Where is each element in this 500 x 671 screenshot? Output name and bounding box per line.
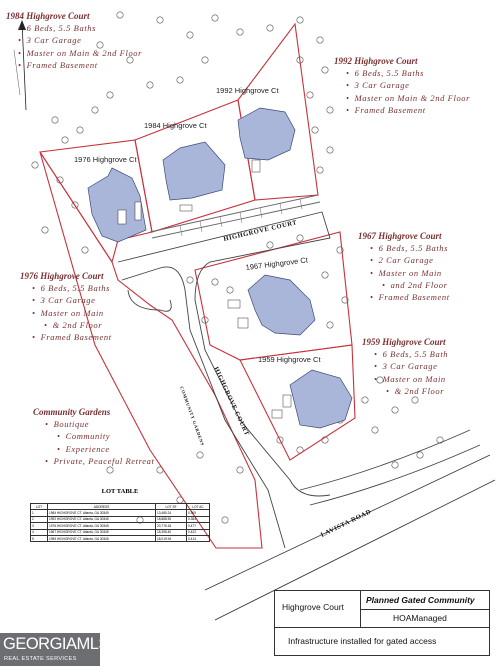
note-1959-item: • 3 Car Garage [374, 360, 498, 372]
note-gardens-item: • Experience [45, 443, 193, 455]
legend-community-name: Highgrove Court [282, 602, 344, 612]
legend-infrastructure: Infrastructure installed for gated access [288, 636, 437, 646]
note-1959-item: • 6 Beds, 5.5 Bath [374, 348, 498, 360]
note-1992-item: • Framed Basement [346, 104, 498, 116]
note-gardens-item: • Boutique [45, 418, 193, 430]
tree-icon [32, 162, 38, 168]
note-1967-item: • Master on Main [370, 267, 498, 279]
tree-icon [412, 397, 418, 403]
lot-table [30, 488, 210, 542]
legend-box [274, 590, 490, 656]
tree-icon [362, 397, 368, 403]
lot-1984-label: 1984 Highgrove Ct [144, 121, 207, 130]
tree-icon [327, 107, 333, 113]
tree-icon [322, 272, 328, 278]
tree-icon [297, 235, 303, 241]
lot-cell: 3 [31, 523, 48, 529]
note-1976 [20, 270, 140, 343]
lot-1967-label: 1967 Highgrove Ct [245, 255, 309, 272]
lot-ac-cell: 0.309 [187, 510, 210, 516]
note-gardens-item: • Community [45, 430, 193, 442]
note-1967 [358, 230, 498, 303]
logo-brand: GEORGIAMLS [3, 635, 109, 653]
legend-community-type: Planned Gated Community [366, 595, 475, 605]
tree-icon [107, 92, 113, 98]
lot-cell: 1 [31, 510, 48, 516]
logo-tagline: REAL ESTATE SERVICES [4, 656, 77, 662]
note-1992-item: • 6 Beds, 5.5 Baths [346, 67, 498, 79]
legend-divider [360, 609, 489, 610]
tree-icon [392, 407, 398, 413]
lot-cell: 2 [31, 516, 48, 522]
table-row [31, 535, 210, 541]
lot-sf-cell: 18,019.94 [156, 535, 187, 541]
note-1984 [6, 10, 206, 71]
address-cell: 1967 HIGHGROVE CT. Atlanta, GA 30345 [48, 529, 156, 535]
address-cell: 1984 HIGHGROVE CT. Atlanta, GA 30345 [48, 510, 156, 516]
note-1976-item: • Master on Main [32, 307, 140, 319]
lot-ac-cell: 0.414 [187, 535, 210, 541]
note-gardens-item: • Private, Peaceful Retreat [45, 455, 193, 467]
tree-icon [147, 82, 153, 88]
lot-1959-label: 1959 Highgrove Ct [258, 355, 321, 364]
community-gardens-path-label: COMMUNITY GARDENS [179, 385, 206, 447]
lot-1992-label: 1992 Highgrove Ct [216, 86, 279, 95]
tree-icon [107, 467, 113, 473]
address-cell: 1959 HIGHGROVE CT. Atlanta, GA 30345 [48, 535, 156, 541]
note-1976-title: 1976 Highgrove Court [20, 271, 104, 281]
tree-icon [322, 67, 328, 73]
note-1984-item: • Framed Basement [18, 59, 206, 71]
note-1976-item: • & 2nd Floor [32, 319, 140, 331]
tree-icon [327, 322, 333, 328]
note-1976-item: • 6 Beds, 5.5 Baths [32, 282, 140, 294]
note-1984-title: 1984 Highgrove Court [6, 11, 90, 21]
tree-icon [187, 277, 193, 283]
tree-icon [227, 287, 233, 293]
tree-icon [267, 242, 273, 248]
address-cell: 1976 HIGHGROVE CT. Atlanta, GA 30345 [48, 523, 156, 529]
note-1992-item: • Master on Main & 2nd Floor [346, 92, 498, 104]
tree-icon [52, 117, 58, 123]
note-1959-title: 1959 Highgrove Court [362, 337, 446, 347]
lot-sf-cell: 20,776.18 [156, 523, 187, 529]
note-1967-item: • 6 Beds, 5.5 Baths [370, 242, 498, 254]
georgia-mls-logo [0, 633, 109, 666]
tree-icon [312, 127, 318, 133]
lot-ac-cell: 0.477 [187, 523, 210, 529]
tree-icon [222, 517, 228, 523]
note-1976-item: • Framed Basement [32, 331, 140, 343]
tree-icon [267, 25, 273, 31]
house-1959-footprint [290, 370, 352, 428]
tree-icon [177, 77, 183, 83]
highgrove-court-vertical-label: HIGHGROVE COURT [212, 365, 251, 438]
house-1967-footprint [248, 275, 315, 335]
legend-hoa: HOAManaged [393, 613, 447, 623]
legend-divider [275, 627, 489, 628]
address-cell: 1992 HIGHGROVE CT. Atlanta, GA 30345 [48, 516, 156, 522]
tree-icon [317, 167, 323, 173]
highgrove-court-label: HIGHGROVE COURT [222, 219, 298, 243]
house-1984-footprint [163, 142, 225, 200]
tree-icon [42, 227, 48, 233]
tree-icon [392, 462, 398, 468]
tree-icon [212, 279, 218, 285]
lot-table-header: LOT AC [187, 504, 210, 510]
note-community-gardens [33, 406, 193, 467]
note-1967-item: • 2 Car Garage [370, 254, 498, 266]
lot-sf-cell: 18,888.90 [156, 516, 187, 522]
note-1984-item: • Master on Main & 2nd Floor [18, 47, 206, 59]
tree-icon [92, 107, 98, 113]
lot-sf-cell: 18,398.40 [156, 529, 187, 535]
lot-1976-label: 1976 Highgrove Ct [74, 155, 137, 164]
note-1992-title: 1992 Highgrove Court [334, 56, 418, 66]
lot-table-title: LOT TABLE [101, 488, 139, 495]
lot-table-header: LOT SF [156, 504, 187, 510]
tree-icon [212, 15, 218, 21]
lot-table-header: ADDRESS [48, 504, 156, 510]
tree-icon [417, 452, 423, 458]
tree-icon [82, 247, 88, 253]
note-1967-title: 1967 Highgrove Court [358, 231, 442, 241]
tree-icon [307, 92, 313, 98]
note-1967-item: • and 2nd Floor [370, 279, 498, 291]
lot-ac-cell: 0.422 [187, 529, 210, 535]
lot-ac-cell: 0.384 [187, 516, 210, 522]
lot-table-grid [30, 503, 210, 542]
note-1959 [362, 336, 498, 397]
tree-icon [327, 147, 333, 153]
note-1959-item: • & 2nd Floor [374, 385, 498, 397]
tree-icon [62, 137, 68, 143]
house-1992-footprint [238, 108, 295, 160]
note-1984-item: • 6 Beds, 5.5 Baths [18, 22, 206, 34]
lavista-road-label: LAVISTA ROAD [319, 508, 373, 539]
note-gardens-title: Community Gardens [33, 407, 111, 417]
lot-sf-cell: 13,465.24 [156, 510, 187, 516]
note-1992-item: • 3 Car Garage [346, 79, 498, 91]
tree-icon [237, 29, 243, 35]
tree-icon [297, 17, 303, 23]
lot-table-header: LOT [31, 504, 48, 510]
note-1976-item: • 3 Car Garage [32, 294, 140, 306]
lot-cell: 4 [31, 529, 48, 535]
note-1959-item: • Master on Main [374, 373, 498, 385]
tree-icon [77, 127, 83, 133]
note-1984-item: • 3 Car Garage [18, 34, 206, 46]
note-1992 [334, 55, 498, 116]
lot-cell: 5 [31, 535, 48, 541]
tree-icon [237, 467, 243, 473]
tree-icon [372, 427, 378, 433]
tree-icon [317, 37, 323, 43]
tree-icon [197, 452, 203, 458]
note-1967-item: • Framed Basement [370, 291, 498, 303]
